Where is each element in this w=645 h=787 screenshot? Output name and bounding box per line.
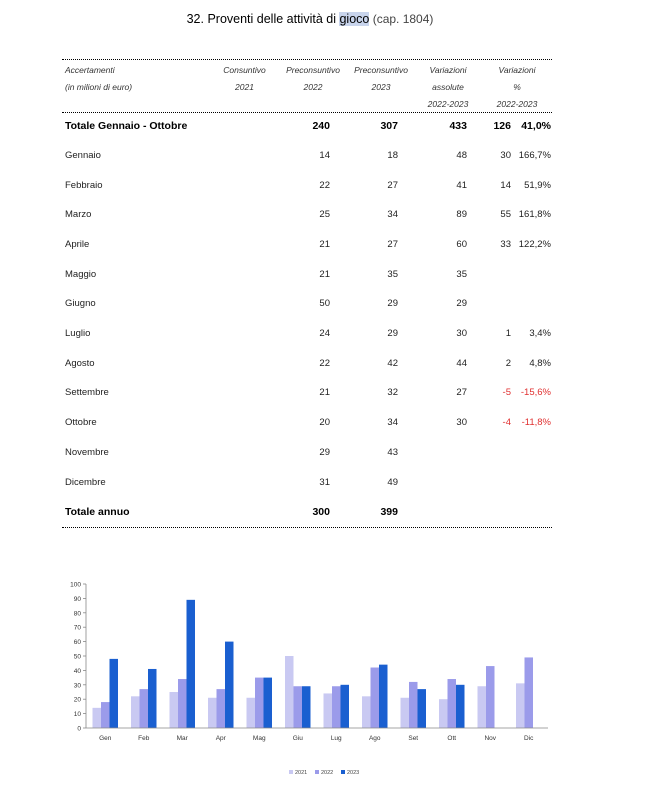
y-tick-label: 20 [73, 696, 81, 704]
bar-2022-Nov [486, 666, 495, 728]
header-col3-1: Preconsuntivo [354, 65, 408, 75]
bar-2021-Feb [131, 696, 140, 728]
row-cell-c3: 89 [456, 209, 467, 220]
row-cell-c2: 42 [387, 358, 398, 369]
table-row [62, 506, 552, 524]
row-cell-c4: -4 [502, 417, 511, 428]
row-cell-c2: 18 [387, 150, 398, 161]
row-cell-c3: 48 [456, 150, 467, 161]
row-cell-c3: 29 [456, 298, 467, 309]
row-label: Aprile [65, 239, 90, 250]
row-label: Totale Gennaio - Ottobre [65, 120, 188, 132]
bar-2022-Feb [140, 689, 149, 728]
y-tick-label: 100 [70, 581, 81, 589]
row-cell-c5: 3,4% [529, 328, 551, 339]
row-label: Maggio [65, 269, 97, 280]
row-cell-c4: 55 [500, 209, 511, 220]
header-col1-2: 2021 [235, 82, 254, 92]
row-cell-c1: 21 [319, 239, 330, 250]
x-tick-label: Nov [484, 735, 497, 742]
row-label: Settembre [65, 387, 109, 398]
y-tick-label: 50 [73, 653, 81, 661]
row-cell-c4: -5 [502, 387, 511, 398]
row-cell-c5: 41,0% [521, 120, 551, 132]
row-label: Dicembre [65, 477, 106, 488]
y-tick-label: 0 [77, 725, 81, 733]
x-tick-label: Dic [524, 735, 534, 742]
row-cell-c5: -11,8% [521, 417, 551, 428]
bar-2023-Feb [148, 669, 157, 728]
x-tick-label: Lug [330, 735, 342, 742]
bar-2022-Giu [294, 686, 303, 728]
header-col5-1: Variazioni [498, 65, 536, 75]
row-cell-c4: 30 [500, 150, 511, 161]
bar-2021-Set [401, 698, 410, 728]
title-main: 32. Proventi delle attività di [186, 12, 340, 26]
bar-2021-Mar [170, 692, 179, 728]
row-cell-c1: 50 [319, 298, 330, 309]
table-row [62, 417, 552, 435]
x-tick-label: Set [408, 735, 419, 742]
y-tick-label: 40 [73, 667, 81, 675]
legend-swatch-2023 [341, 770, 345, 774]
bar-2022-Dic [525, 657, 534, 728]
y-tick-label: 80 [73, 610, 81, 618]
legend-label-2022: 2022 [321, 770, 334, 776]
table-row [62, 269, 552, 287]
bar-chart [0, 567, 645, 787]
bar-2022-Mar [178, 679, 187, 728]
x-tick-label: Gen [99, 735, 112, 742]
bar-2022-Mag [255, 678, 264, 728]
bar-2023-Giu [302, 686, 311, 728]
x-tick-label: Feb [138, 735, 150, 742]
row-cell-c4: 1 [505, 328, 511, 339]
row-label: Agosto [65, 358, 95, 369]
row-cell-c1: 29 [319, 447, 330, 458]
table-row [62, 150, 552, 168]
row-cell-c3: 35 [456, 269, 467, 280]
header-col2-2: 2022 [303, 82, 323, 92]
table-row [62, 328, 552, 346]
header-label-1: Accertamenti [65, 65, 115, 75]
row-cell-c2: 29 [387, 298, 398, 309]
row-cell-c2: 34 [387, 209, 398, 220]
row-cell-c1: 300 [312, 506, 330, 518]
header-col4-1: Variazioni [429, 65, 467, 75]
row-label: Totale annuo [65, 506, 130, 518]
y-tick-label: 60 [73, 639, 81, 647]
header-col4-2: assolute [432, 82, 464, 92]
divider-bottom [62, 527, 552, 528]
bar-2023-Mar [187, 600, 196, 728]
bar-2021-Dic [516, 683, 525, 728]
row-cell-c1: 25 [319, 209, 330, 220]
row-cell-c1: 21 [319, 387, 330, 398]
row-cell-c2: 27 [387, 239, 398, 250]
row-cell-c3: 41 [456, 180, 467, 191]
bar-2022-Ott [448, 679, 457, 728]
row-cell-c1: 14 [319, 150, 330, 161]
bar-2021-Mag [247, 698, 256, 728]
row-cell-c5: 166,7% [518, 150, 551, 161]
row-label: Luglio [65, 328, 91, 339]
row-cell-c3: 44 [456, 358, 467, 369]
table-row [62, 209, 552, 227]
row-cell-c3: 27 [456, 387, 467, 398]
row-cell-c3: 30 [456, 417, 467, 428]
row-cell-c2: 43 [387, 447, 398, 458]
bars [93, 600, 534, 728]
row-cell-c2: 27 [387, 180, 398, 191]
row-cell-c3: 30 [456, 328, 467, 339]
bar-2023-Gen [110, 659, 119, 728]
x-tick-label: Apr [215, 735, 226, 742]
row-cell-c2: 49 [387, 477, 398, 488]
table-row [62, 180, 552, 198]
row-label: Febbraio [65, 180, 103, 191]
header-col4-3: 2022-2023 [427, 99, 469, 109]
header-col2-1: Preconsuntivo [286, 65, 340, 75]
divider-header [62, 112, 552, 113]
bar-2022-Ago [371, 668, 380, 728]
row-label: Gennaio [65, 150, 101, 161]
title-cap: (cap. 1804) [369, 12, 434, 26]
bar-2021-Ott [439, 699, 448, 728]
row-cell-c5: 4,8% [529, 358, 551, 369]
y-tick-label: 10 [73, 711, 81, 719]
row-cell-c4: 14 [500, 180, 511, 191]
legend [289, 770, 359, 776]
bar-2021-Nov [478, 686, 487, 728]
table-row [62, 447, 552, 465]
row-cell-c2: 34 [387, 417, 398, 428]
row-cell-c2: 29 [387, 328, 398, 339]
bar-2021-Lug [324, 693, 333, 728]
header-col1-1: Consuntivo [223, 65, 266, 75]
row-cell-c1: 22 [319, 180, 330, 191]
header-col3-2: 2023 [371, 82, 391, 92]
row-cell-c1: 24 [319, 328, 330, 339]
row-cell-c3: 60 [456, 239, 467, 250]
table-row [62, 239, 552, 257]
row-cell-c4: 2 [505, 358, 511, 369]
x-tick-label: Giu [292, 735, 303, 742]
title-highlight: gioco [339, 12, 370, 26]
row-cell-c5: 51,9% [524, 180, 551, 191]
bar-2023-Ago [379, 665, 388, 728]
bar-2023-Lug [341, 685, 350, 728]
row-label: Ottobre [65, 417, 97, 428]
bar-2022-Set [409, 682, 418, 728]
legend-swatch-2022 [315, 770, 319, 774]
legend-label-2021: 2021 [295, 770, 308, 776]
row-label: Novembre [65, 447, 109, 458]
x-tick-label: Ago [368, 735, 381, 742]
bar-2022-Gen [101, 702, 110, 728]
row-cell-c2: 32 [387, 387, 398, 398]
page-title [0, 12, 620, 26]
row-label: Marzo [65, 209, 92, 220]
header-col5-3: 2022-2023 [496, 99, 538, 109]
row-cell-c4: 126 [493, 120, 511, 132]
header-label-2: (in milioni di euro) [65, 82, 133, 92]
bar-2021-Ago [362, 696, 371, 728]
table-row [62, 298, 552, 316]
table-row [62, 358, 552, 376]
row-cell-c1: 22 [319, 358, 330, 369]
y-tick-label: 90 [73, 595, 81, 603]
row-cell-c5: -15,6% [520, 387, 551, 398]
row-cell-c2: 35 [387, 269, 398, 280]
x-tick-label: Mar [176, 735, 188, 742]
bar-2021-Gen [93, 708, 102, 728]
row-cell-c1: 20 [319, 417, 330, 428]
bar-2023-Apr [225, 642, 234, 728]
x-tick-label: Ott [447, 735, 457, 742]
bar-2022-Lug [332, 686, 341, 728]
row-cell-c2: 307 [380, 120, 398, 132]
row-cell-c5: 161,8% [518, 209, 551, 220]
y-axis [70, 582, 86, 733]
bar-2023-Ott [456, 685, 465, 728]
legend-label-2023: 2023 [347, 770, 360, 776]
row-cell-c5: 122,2% [518, 239, 551, 250]
bar-2023-Mag [264, 678, 273, 728]
row-cell-c1: 21 [319, 269, 330, 280]
y-tick-label: 30 [73, 682, 81, 690]
table-row [62, 387, 552, 405]
header-col5-2: % [513, 82, 521, 92]
bar-2023-Set [418, 689, 427, 728]
row-cell-c1: 31 [319, 477, 330, 488]
row-cell-c1: 240 [312, 120, 330, 132]
bar-2021-Apr [208, 698, 217, 728]
row-cell-c3: 433 [449, 120, 467, 132]
table-row [62, 120, 552, 138]
divider-top [62, 59, 552, 60]
bar-2022-Apr [217, 689, 226, 728]
y-tick-label: 70 [73, 624, 81, 632]
bar-2021-Giu [285, 656, 294, 728]
x-tick-label: Mag [252, 735, 266, 742]
row-cell-c4: 33 [500, 239, 511, 250]
x-axis [86, 728, 548, 742]
legend-swatch-2021 [289, 770, 293, 774]
row-label: Giugno [65, 298, 96, 309]
row-cell-c2: 399 [380, 506, 398, 518]
table-row [62, 477, 552, 495]
